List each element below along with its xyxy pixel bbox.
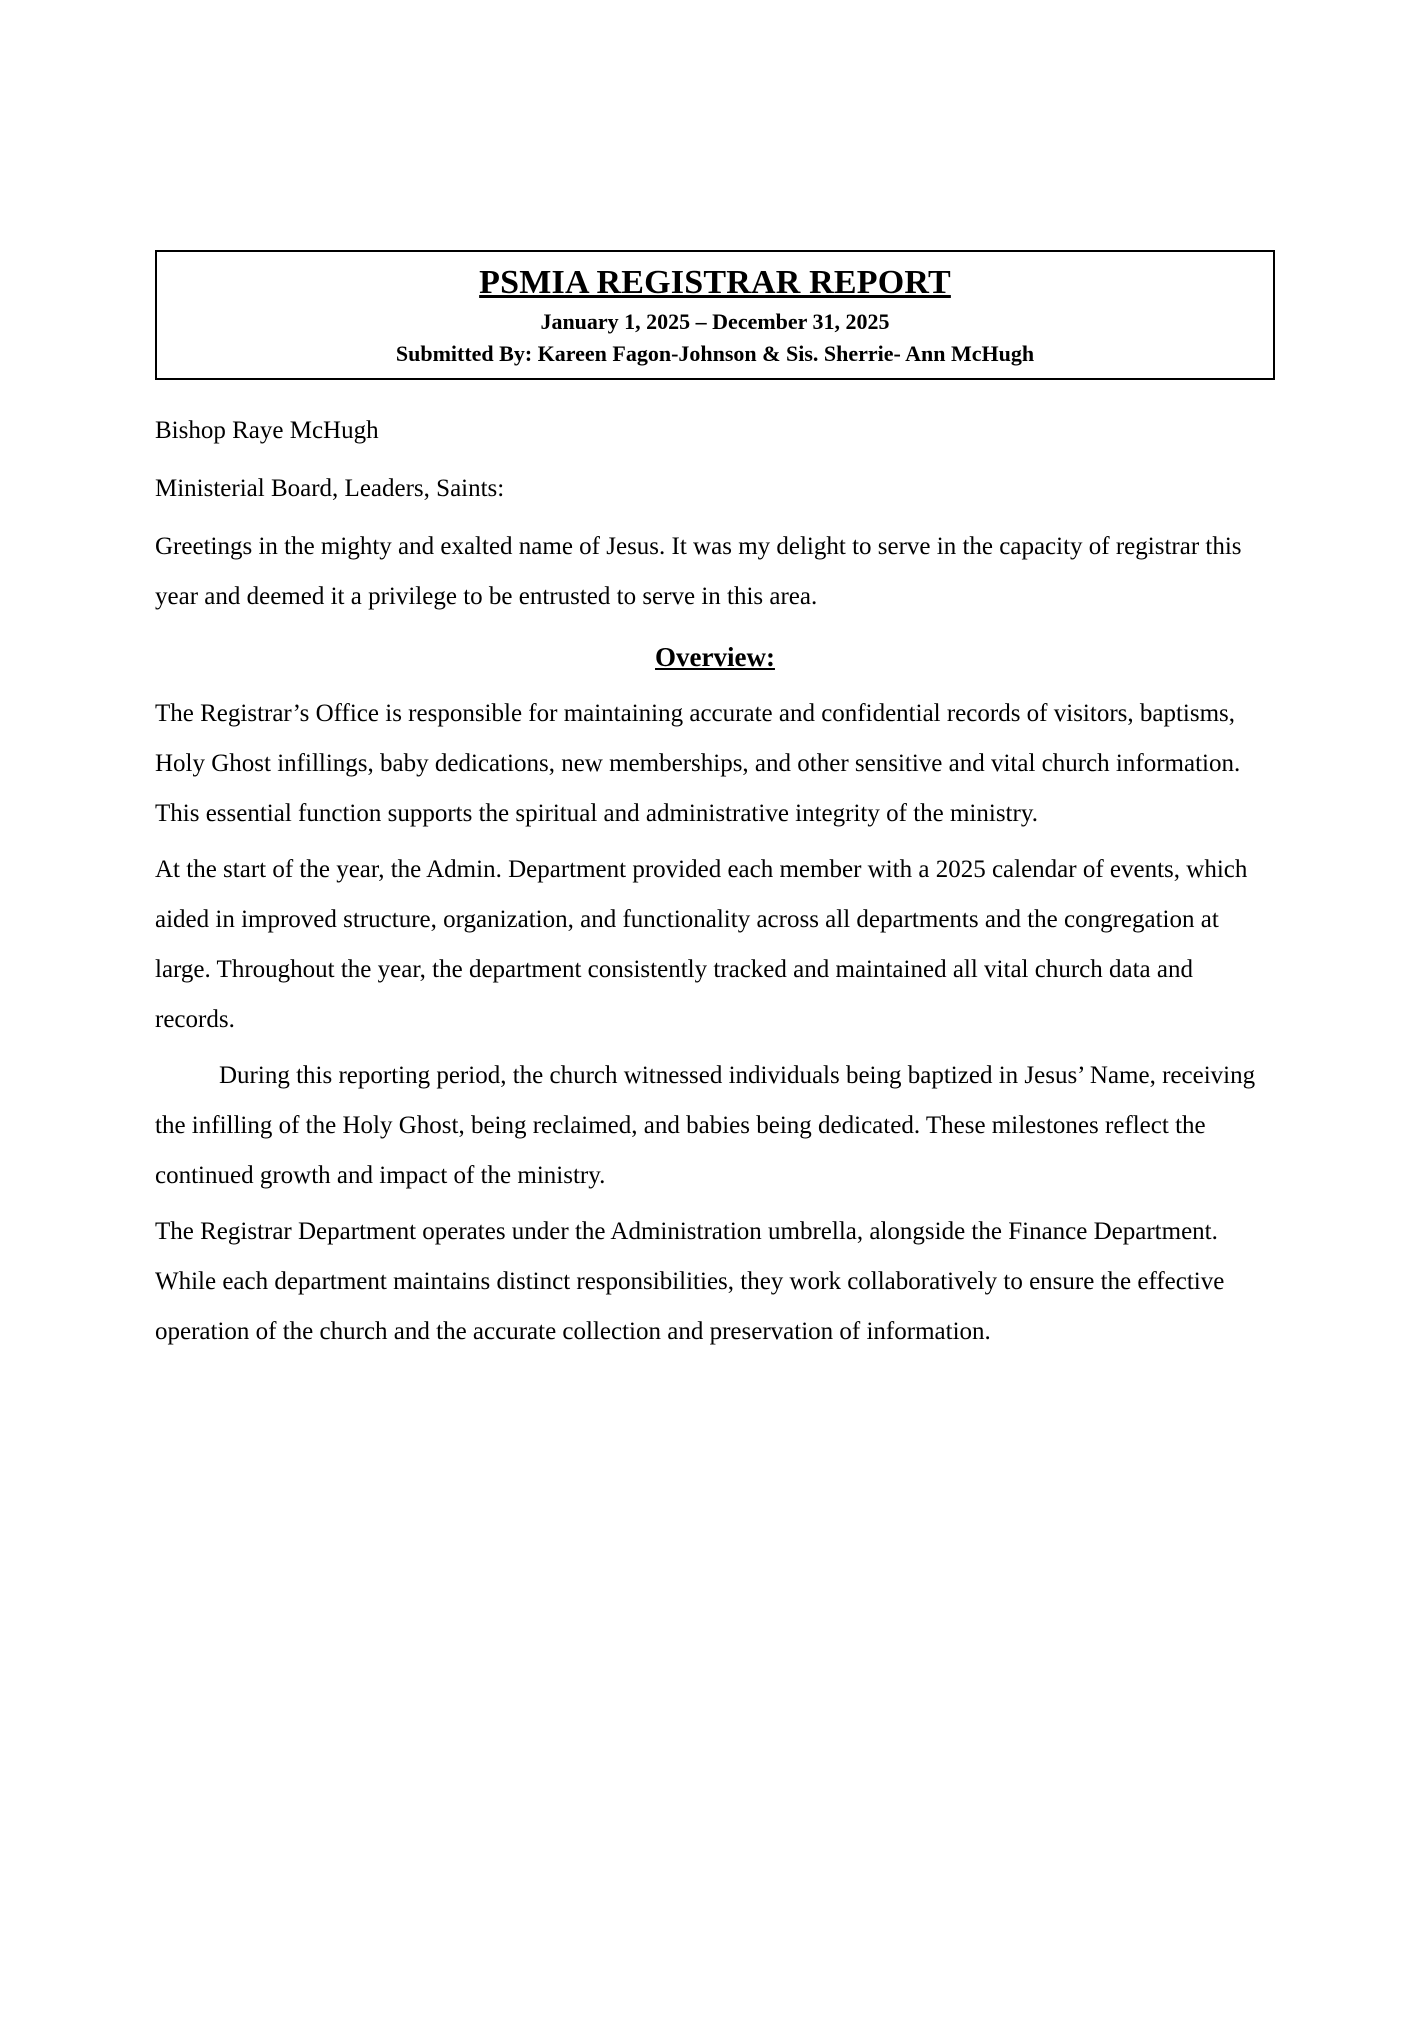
salutation-line-2: Ministerial Board, Leaders, Saints: [155,474,505,502]
salutation-line-1: Bishop Raye McHugh [155,416,379,444]
report-submitted-by: Submitted By: Kareen Fagon-Johnson & Sis. Sherrie- Ann McHugh [395,341,1035,367]
overview-paragraph-1: The Registrar’s Office is responsible for maintaining accurate and confidential records of visitors, baptisms, Holy Ghost infillings, baby dedications, new memberships, and other sensitive and vital church information. This essential function supports the spiritual and administrative integrity of the ministry. [155,700,1241,828]
overview-paragraph-3: During this reporting period, the church witnessed individuals being baptized in Jesus’ Name, receiving the infilling of the Holy Ghost, being reclaimed, and babies being dedicated. These milestones reflect the continued growth and impact of the ministry. [155,1062,1256,1190]
report-title-box [155,250,1275,380]
section-heading-overview: Overview: [655,641,775,672]
overview-paragraph-4: The Registrar Department operates under the Administration umbrella, alongside the Finance Department. While each department maintains distinct responsibilities, they work collaboratively to ensure the effective operation of the church and the accurate collection and preservation of information. [155,1218,1225,1346]
intro-paragraph: Greetings in the mighty and exalted name of Jesus. It was my delight to serve in the capacity of registrar this year and deemed it a privilege to be entrusted to serve in this area. [155,532,1242,610]
document-body [155,250,1275,1363]
page-title: PSMIA REGISTRAR REPORT [479,264,951,301]
report-period: January 1, 2025 – December 31, 2025 [540,309,890,335]
overview-paragraph-2: At the start of the year, the Admin. Department provided each member with a 2025 calendar of events, which aided in improved structure, organization, and functionality across all departments and the congregation at large. Throughout the year, the department consistently tracked and maintained all vital church data and records. [155,856,1248,1034]
